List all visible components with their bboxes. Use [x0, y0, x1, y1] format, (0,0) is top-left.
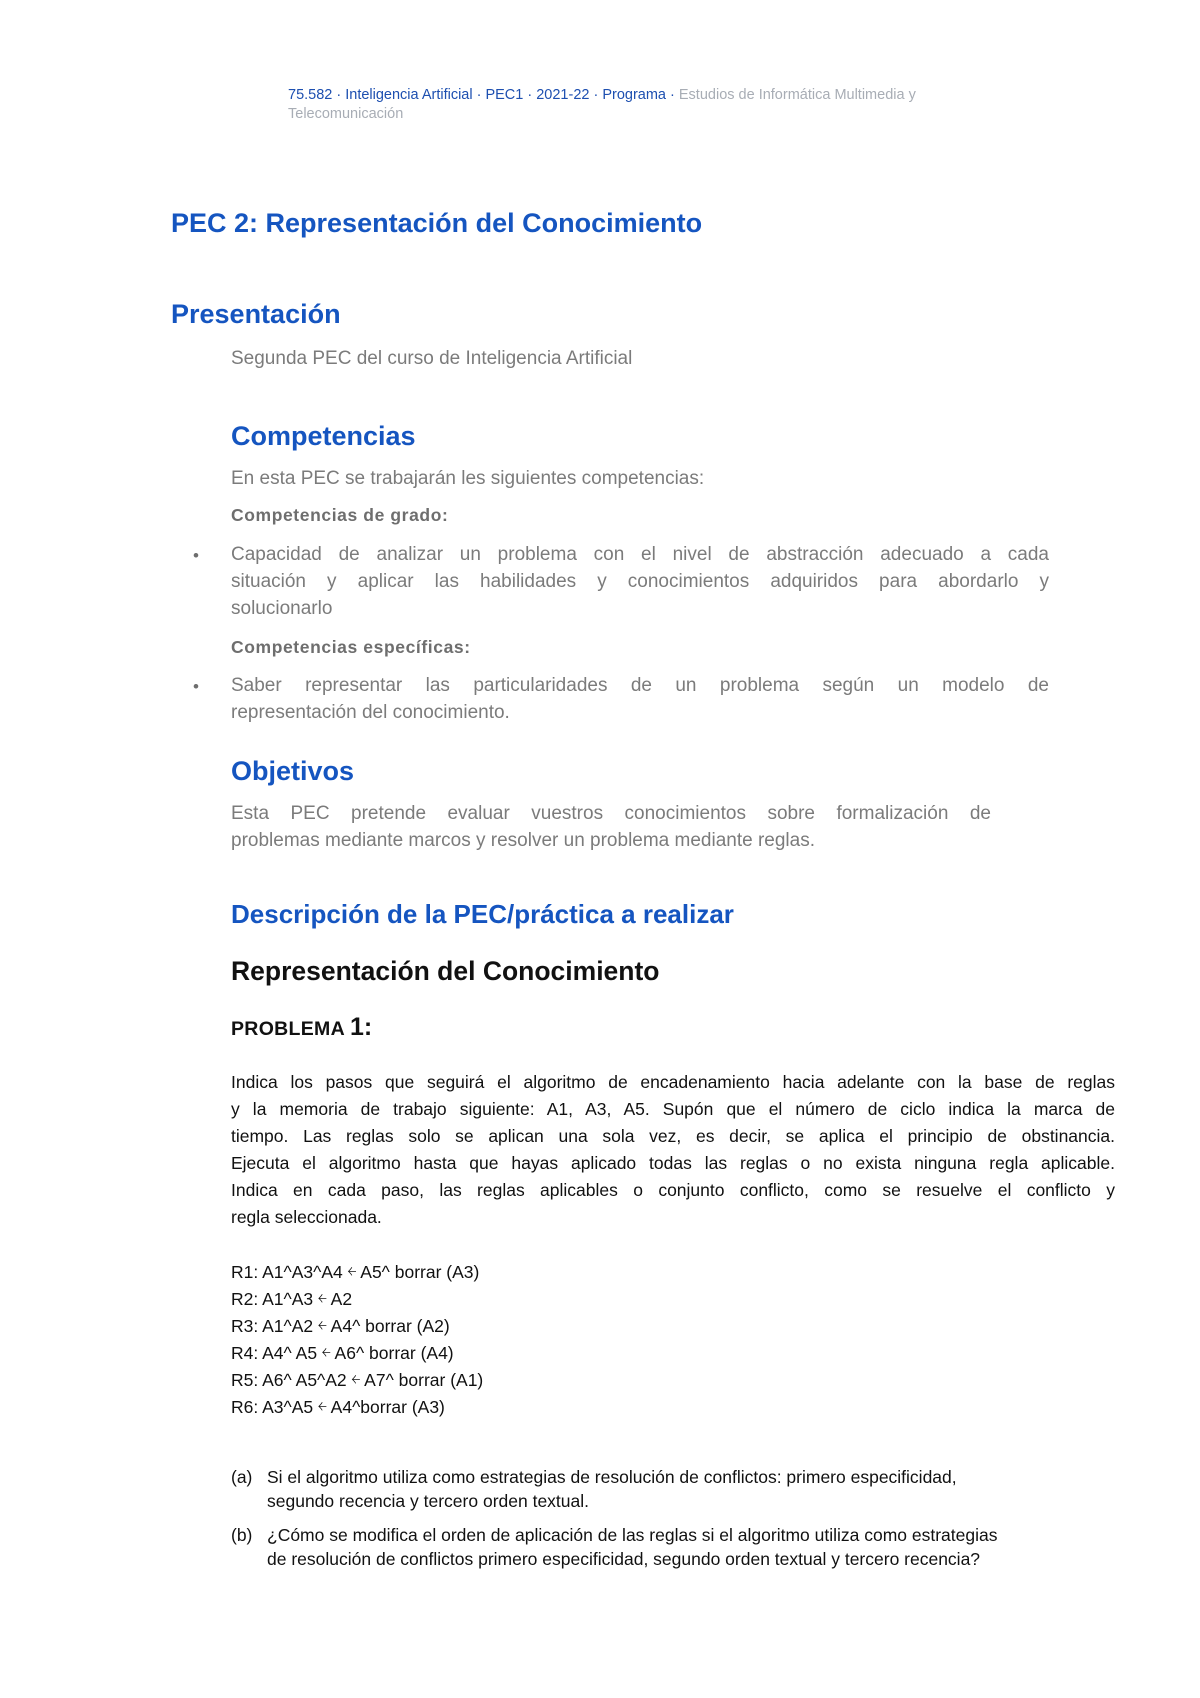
header-program-name: Estudios de Informática Multimedia y	[678, 87, 916, 103]
subsection-heading: Representación del Conocimiento	[231, 956, 660, 986]
section-heading-competencias: Competencias	[231, 421, 416, 451]
problem-paragraph: Indica los pasos que seguirá el algoritmo de encadenamiento hacia adelante con la base de reglas y la memoria de trabajo siguiente: A1, A3, A5. Supón que el número de ciclo indica la marca de tiempo. Las reglas solo se aplican una sola vez, es decir, se aplica el principio de obstinancia. Ejecuta el algoritmo hasta que hayas aplicado todas las reglas o no exista ninguna regla aplicable. Indica en cada paso, las reglas aplicables o conjunto conflicto, como se resuelve el conflicto y regla seleccionada.	[231, 1072, 1115, 1227]
problem-label: PROBLEMA	[231, 1018, 350, 1040]
objetivos-text: Esta PEC pretende evaluar vuestros conocimientos sobre formalización de problemas mediante marcos y resolver un problema mediante reglas.	[231, 803, 991, 851]
presentacion-text: Segunda PEC del curso de Inteligencia Artificial	[231, 348, 633, 369]
bullet-icon: •	[193, 677, 199, 696]
header-course-info: 75.582 · Inteligencia Artificial · PEC1 · 2021-22 · Programa ·	[288, 87, 679, 103]
document-title: PEC 2: Representación del Conocimiento	[171, 208, 703, 238]
rule-item: R1: A1^A3^A4 ￩ A5^ borrar (A3)	[231, 1262, 480, 1282]
competencias-grado-label: Competencias de grado:	[231, 505, 449, 525]
section-heading-descripcion: Descripción de la PEC/práctica a realizar	[231, 899, 734, 929]
question-b-text: ¿Cómo se modifica el orden de aplicación de las reglas si el algoritmo utiliza como estrategias de resolución de conflictos primero especificidad, segundo orden textual y tercero recencia?	[267, 1525, 998, 1569]
competencias-especificas-label: Competencias específicas:	[231, 637, 471, 657]
competencias-grado-item: Capacidad de analizar un problema con el nivel de abstracción adecuado a cada situación y aplicar las habilidades y conocimientos adquiridos para abordarlo y solucionarlo	[231, 544, 1049, 619]
rule-item: R6: A3^A5 ￩ A4^borrar (A3)	[231, 1397, 445, 1417]
problem-number: 1:	[349, 1013, 373, 1041]
rule-item: R2: A1^A3 ￩ A2	[231, 1289, 353, 1309]
question-a-label: (a)	[231, 1467, 253, 1487]
problem-heading	[231, 1013, 372, 1042]
section-heading-objetivos: Objetivos	[231, 756, 355, 786]
bullet-icon: •	[193, 546, 199, 565]
header-program-name-line2: Telecomunicación	[288, 106, 404, 122]
competencias-intro: En esta PEC se trabajarán les siguientes competencias:	[231, 468, 705, 489]
rules-list	[231, 1259, 483, 1421]
rule-item: R4: A4^ A5 ￩ A6^ borrar (A4)	[231, 1343, 454, 1363]
question-b-label: (b)	[231, 1525, 253, 1545]
running-header	[288, 86, 916, 104]
question-a-text: Si el algoritmo utiliza como estrategias de resolución de conflictos: primero especificidad, segundo recencia y tercero orden textual.	[267, 1467, 957, 1511]
rule-item: R3: A1^A2 ￩ A4^ borrar (A2)	[231, 1316, 450, 1336]
rule-item: R5: A6^ A5^A2 ￩ A7^ borrar (A1)	[231, 1370, 484, 1390]
competencias-especificas-item: Saber representar las particularidades de un problema según un modelo de representación del conocimiento.	[231, 675, 1049, 723]
section-heading-presentacion: Presentación	[171, 299, 341, 329]
